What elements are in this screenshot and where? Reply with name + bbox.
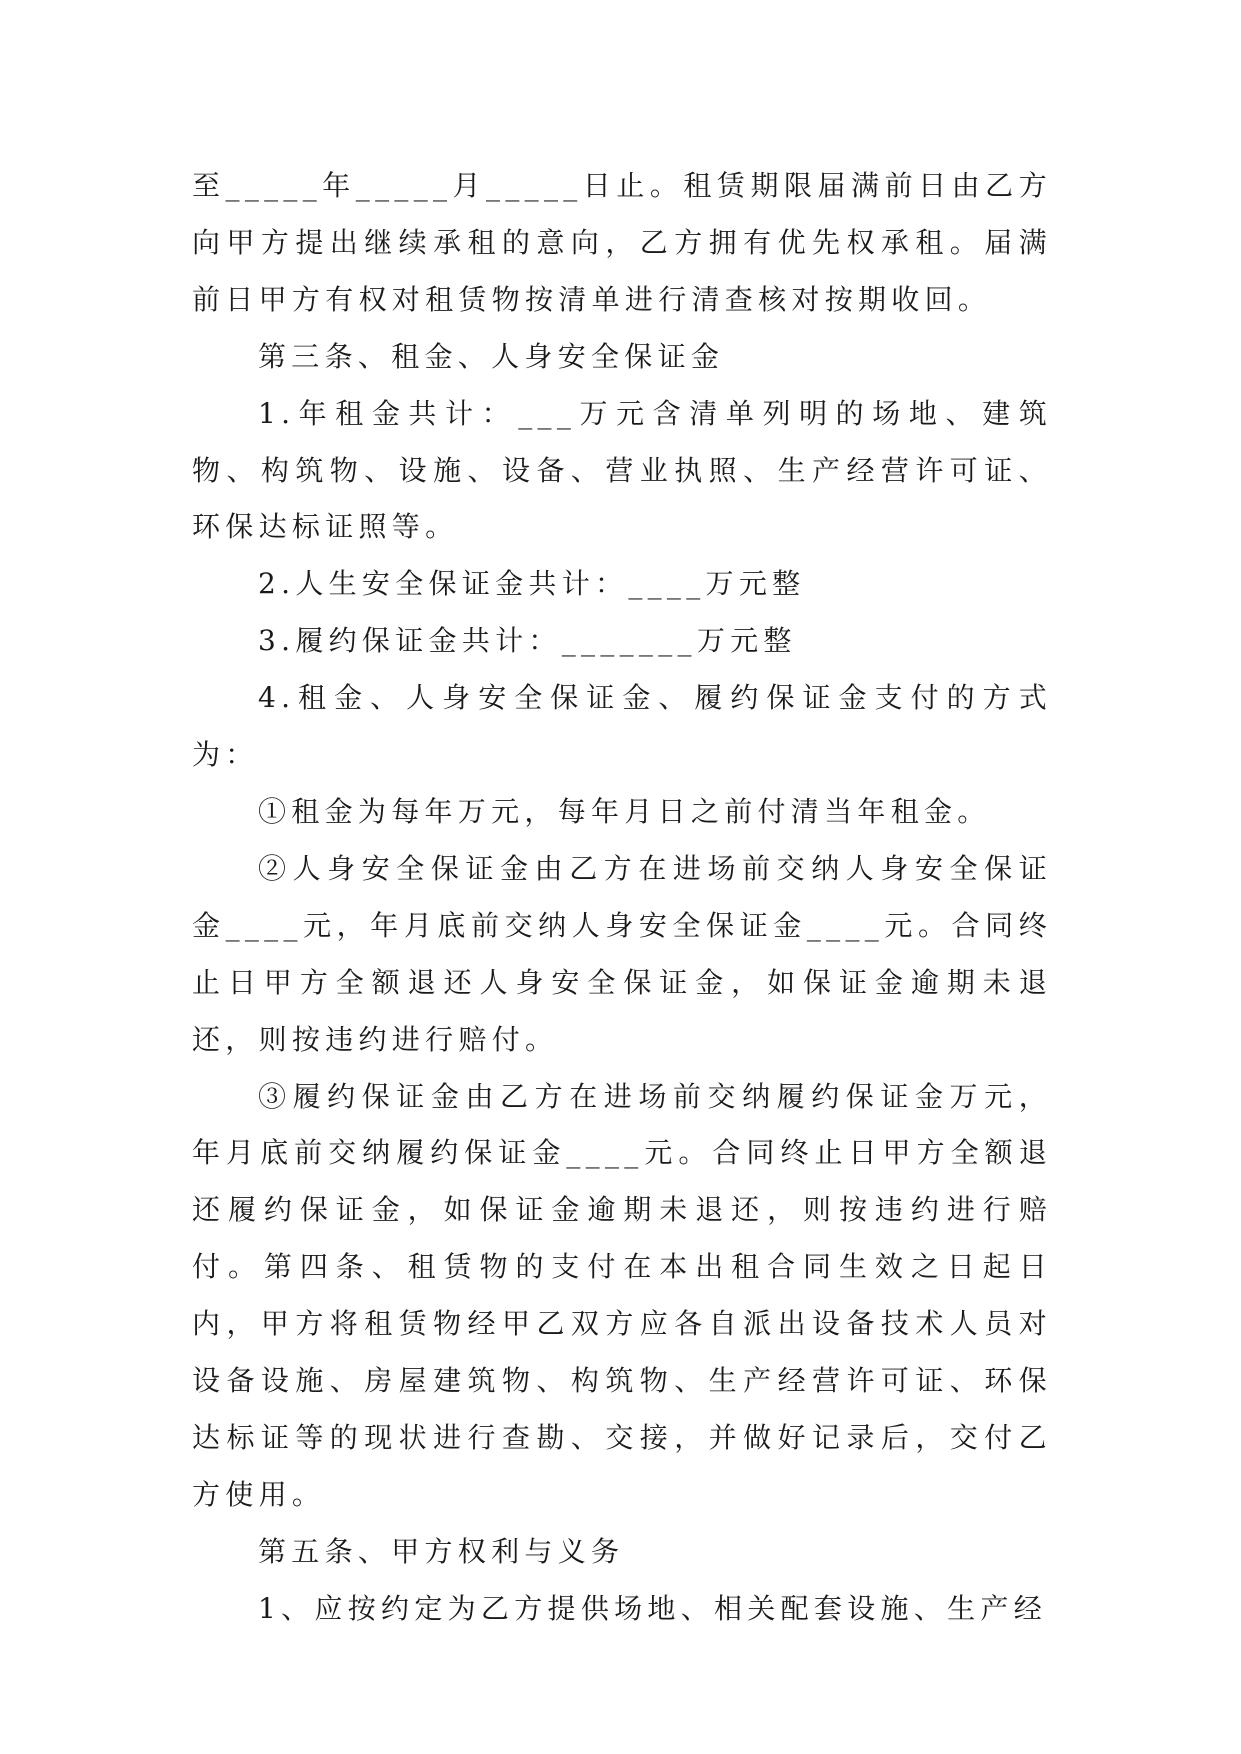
heading-article-5: 第五条、甲方权利与义务 (258, 1534, 625, 1568)
heading-article-3: 第三条、租金、人身安全保证金 (258, 339, 725, 373)
paragraph-item-1-rent: ①租金为每年万元，每年月日之前付清当年租金。 (258, 794, 991, 828)
paragraph-performance-deposit-total: 3.履约保证金共计：_______万元整 (258, 624, 797, 658)
document-body (192, 158, 1052, 1638)
paragraph-annual-rent: 1.年租金共计：___万元含清单列明的场地、建筑物、构筑物、设施、设备、营业执照、生产经营许可证、环保达标证照等。 (192, 396, 1052, 544)
paragraph-payment-method: 4.租金、人身安全保证金、履约保证金支付的方式为： (192, 681, 1052, 772)
paragraph-lease-term-end: 至_____年_____月_____日止。租赁期限届满前日由乙方向甲方提出继续承租的意向，乙方拥有优先权承租。届满前日甲方有权对租赁物按清单进行清查核对按期收回。 (192, 169, 1052, 316)
paragraph-party-a-duty-1: 1、应按约定为乙方提供场地、相关配套设施、生产经 (258, 1591, 1048, 1625)
paragraph-item-3-performance-deposit: ③履约保证金由乙方在进场前交纳履约保证金万元，年月底前交纳履约保证金____元。合同终止日甲方全额退还履约保证金，如保证金逾期未退还，则按违约进行赔付。第四条、租赁物的支付在本出租合同生效之日起日内，甲方将租赁物经甲乙双方应各自派出设备技术人员对设备设施、房屋建筑物、构筑物、生产经营许可证、环保达标证等的现状进行查勘、交接，并做好记录后，交付乙方使用。 (192, 1079, 1052, 1511)
paragraph-safety-deposit-total: 2.人生安全保证金共计：____万元整 (258, 567, 806, 601)
paragraph-item-2-safety-deposit: ②人身安全保证金由乙方在进场前交纳人身安全保证金____元，年月底前交纳人身安全保证金____元。合同终止日甲方全额退还人身安全保证金，如保证金逾期未退还，则按违约进行赔付。 (192, 851, 1052, 1056)
